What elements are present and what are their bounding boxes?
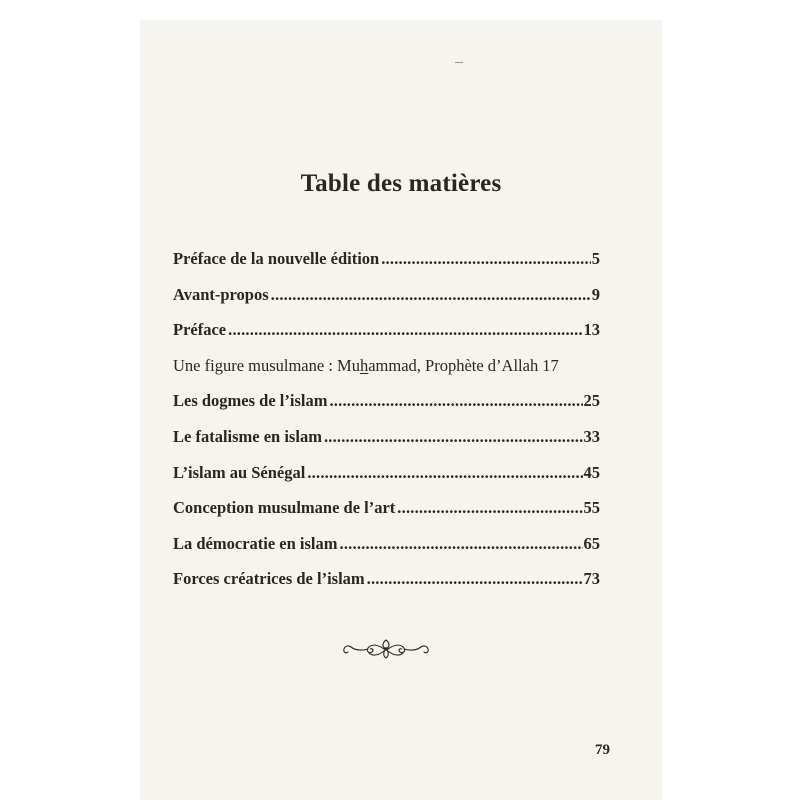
floral-flourish-icon xyxy=(341,636,431,662)
dot-leader xyxy=(329,391,582,411)
toc-title-part: ammad, Prophète d’Allah xyxy=(368,355,539,375)
toc-entry-page: 13 xyxy=(583,320,600,340)
dot-leader xyxy=(271,285,591,305)
page-title: Table des matières xyxy=(300,170,502,197)
dot-leader xyxy=(381,249,591,269)
toc-entry xyxy=(173,427,600,463)
toc-title-part: Une figure musulmane : Mu xyxy=(173,355,360,375)
dot-leader xyxy=(324,427,583,447)
dot-leader xyxy=(307,463,582,483)
toc-entry-title: Forces créatrices de l’islam xyxy=(173,569,365,589)
toc-entry-page: 5 xyxy=(591,249,600,268)
dot-leader xyxy=(340,534,583,554)
book-page xyxy=(140,20,662,800)
dot-leader xyxy=(397,498,582,518)
dot-leader xyxy=(228,320,582,340)
toc-entry-page: 17 xyxy=(542,355,559,375)
toc-entry xyxy=(173,285,600,321)
table-of-contents xyxy=(173,249,600,605)
toc-entry-title: Le fatalisme en islam xyxy=(173,426,322,446)
toc-entry xyxy=(173,463,600,499)
toc-entry xyxy=(173,534,600,570)
print-mark xyxy=(455,62,463,63)
toc-entry-page: 73 xyxy=(583,569,600,589)
toc-entry-title: Les dogmes de l’islam xyxy=(173,391,328,411)
toc-entry xyxy=(173,569,600,605)
toc-entry-page: 55 xyxy=(583,498,600,518)
toc-entry-page: 65 xyxy=(583,533,600,553)
toc-entry-page: 25 xyxy=(583,391,600,411)
toc-entry-title: Conception musulmane de l’art xyxy=(173,498,396,518)
toc-entry xyxy=(173,249,600,285)
toc-entry-page: 33 xyxy=(583,426,600,446)
toc-entry-title: Avant-propos xyxy=(173,284,269,304)
toc-entry-title: Préface de la nouvelle édition xyxy=(173,249,380,268)
toc-entry-title: L’islam au Sénégal xyxy=(173,462,306,482)
toc-entry-page: 9 xyxy=(591,284,600,304)
toc-entry xyxy=(173,498,600,534)
toc-entry-title: La démocratie en islam xyxy=(173,533,338,553)
toc-entry xyxy=(173,391,600,427)
toc-title-underlined-letter: h xyxy=(359,355,369,375)
dot-leader xyxy=(367,569,583,589)
toc-entry-title xyxy=(173,356,538,376)
page-number: 79 xyxy=(595,742,610,758)
toc-entry-page: 45 xyxy=(583,462,600,482)
toc-entry xyxy=(173,356,600,392)
toc-entry-title: Préface xyxy=(173,320,227,340)
toc-entry xyxy=(173,320,600,356)
